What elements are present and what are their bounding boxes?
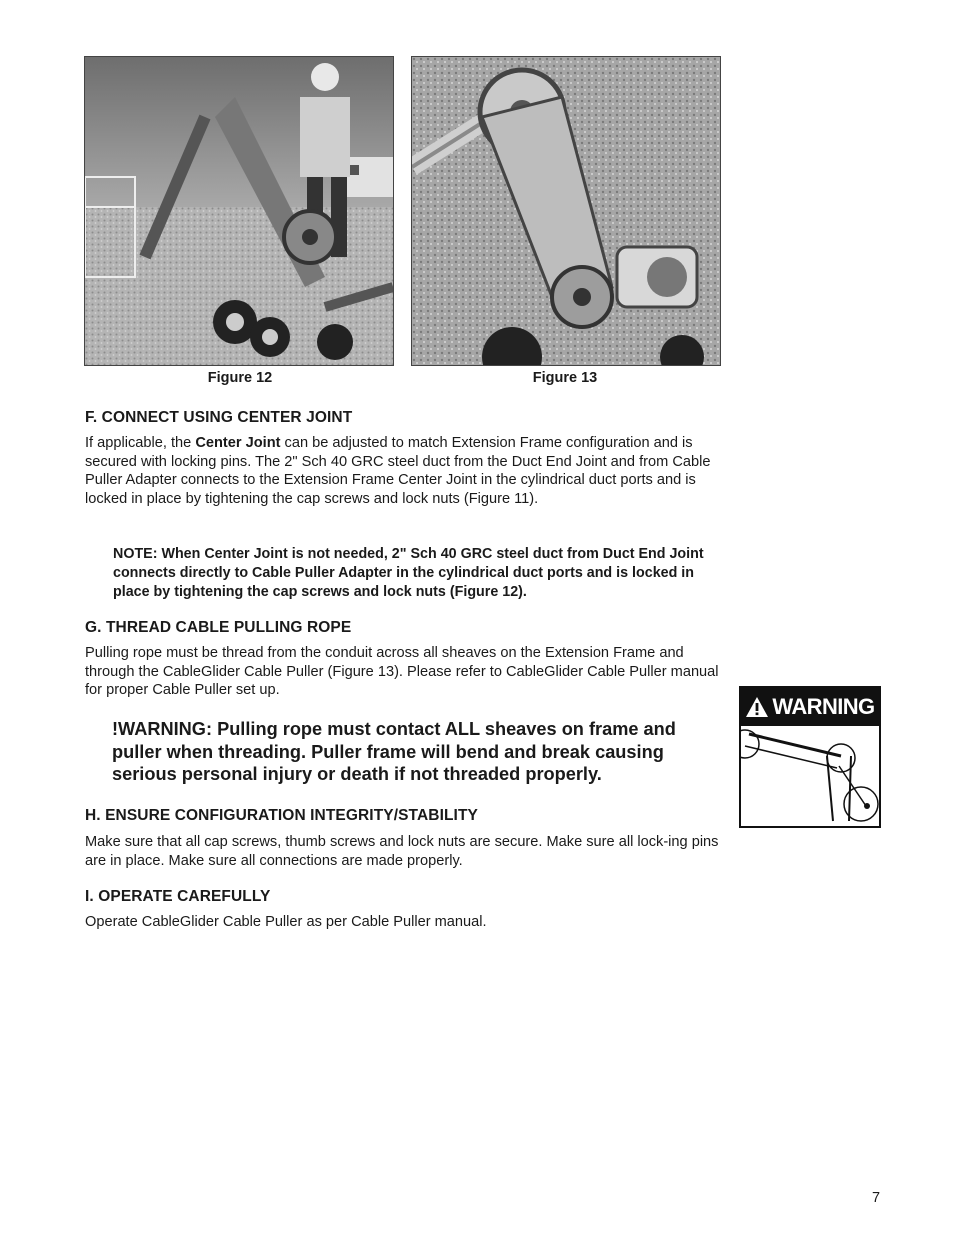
section-g-warning: !WARNING: Pulling rope must contact ALL sheaves on frame and puller when threading. Puller frame will bend and break causing serious personal injury or death if not threaded properly.: [112, 719, 676, 785]
section-g-heading: G. THREAD CABLE PULLING ROPE: [85, 619, 352, 636]
section-h-heading: H. ENSURE CONFIGURATION INTEGRITY/STABILITY: [85, 807, 478, 824]
section-f-note: NOTE: When Center Joint is not needed, 2" Sch 40 GRC steel duct from Duct End Joint connects directly to Cable Puller Adapter in the cylindrical duct ports and is locked in place by tightening the cap screws and lock nuts (Figure 12).: [113, 546, 704, 600]
figure-13-caption: Figure 13: [532, 370, 598, 386]
section-i-heading: I. OPERATE CAREFULLY: [85, 888, 271, 905]
section-f-text-start: If applicable, the: [85, 435, 196, 451]
figure-13-photo: [411, 56, 721, 366]
warning-label: WARNING: [772, 694, 875, 719]
warning-header: [741, 688, 879, 726]
warning-sign: [739, 686, 881, 828]
warning-triangle-icon: [745, 696, 769, 718]
section-f-heading: F. CONNECT USING CENTER JOINT: [85, 409, 353, 426]
section-g-paragraph: Pulling rope must be thread from the conduit across all sheaves on the Extension Frame and through the CableGlider Cable Puller (Figure 13). Please refer to CableGlider Cable Puller manual for proper Cable Puller set up.: [85, 645, 719, 699]
section-f-text-end: can be adjusted to match Extension Frame configuration and is secured with locking pins. The 2" Sch 40 GRC steel duct from the Duct End Joint and from Cable Puller Adapter connects to the Extension Frame Center Joint in the cylindrical duct ports and is locked in place by tightening the cap screws and lock nuts (Figure 11).: [85, 435, 711, 507]
section-i-paragraph: Operate CableGlider Cable Puller as per Cable Puller manual.: [85, 914, 487, 930]
page-number: 7: [872, 1190, 881, 1206]
center-joint-term: Center Joint: [195, 435, 281, 451]
section-f-paragraph: [85, 434, 720, 508]
figure-12-photo: [84, 56, 394, 366]
figure-12-caption: Figure 12: [207, 370, 273, 386]
section-h-paragraph: Make sure that all cap screws, thumb screws and lock nuts are secure. Make sure all lock-ing pins are in place. Make sure all connections are made properly.: [85, 834, 719, 869]
rope-threading-diagram: [741, 726, 879, 826]
